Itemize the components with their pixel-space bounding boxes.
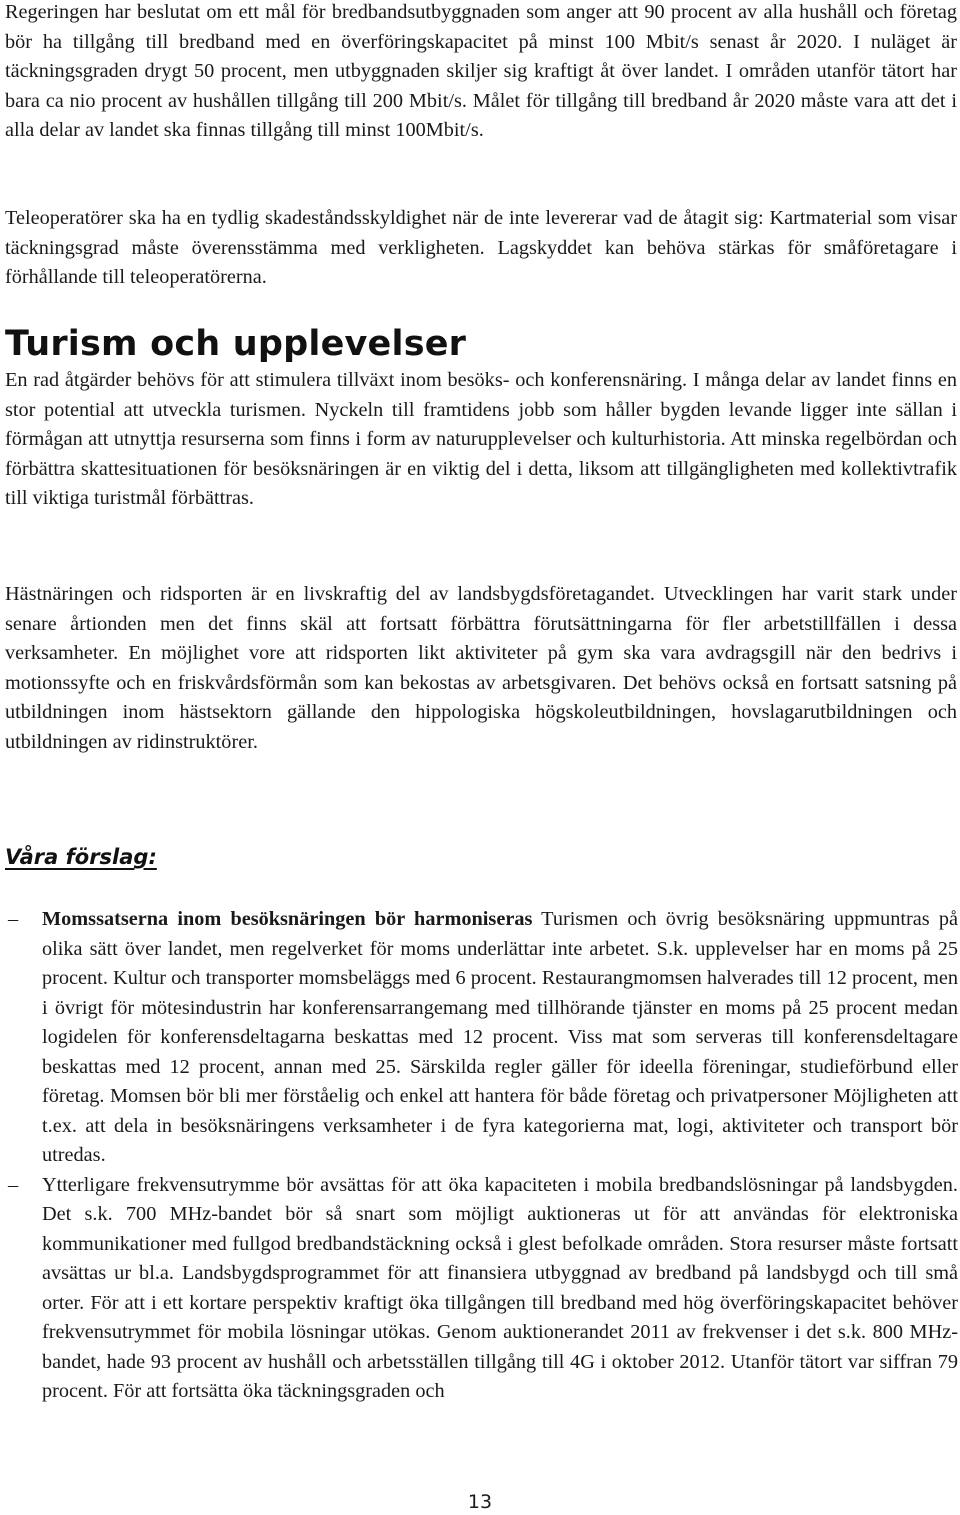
proposal-title: Momssatserna inom besöksnäringen bör harmoniseras — [42, 908, 533, 930]
paragraph-horse-industry: Hästnäringen och ridsporten är en livskraftig del av landsbygdsföretagandet. Utvecklingen har varit stark under senare årtionden men det finns skäl att fortsatt förbättra förutsättningarna för fler arbetstillfällen i dessa verksamheter. En möjlighet vore att ridsporten likt aktiviteter på gym ska vara avdragsgill när den bedrivs i motionssyfte och en friskvårdsförmån som kan bekostas av arbetsgivaren. Det behövs också en fortsatt satsning på utbildningen inom hästsektorn gällande den hippologiska högskoleutbildningen, hovslagarutbildningen och utbildningen av ridinstruktörer. — [5, 583, 957, 753]
section-heading-tourism: Turism och upplevelser — [5, 324, 467, 364]
dash-bullet-icon: – — [8, 1173, 19, 1196]
section-heading-proposals: Våra förslag: — [5, 845, 157, 869]
page-number: 13 — [467, 1491, 493, 1513]
paragraph-broadband-goal: Regeringen har beslutat om ett mål för bredbandsutbyggnaden som anger att 90 procent av alla hushåll och företag bör ha tillgång till bredband med en överföringskapacitet på minst 100 Mbit/s senast år 2020. I nuläget är täckningsgraden drygt 50 procent, men utbyggnaden skiljer sig kraftigt åt över landet. I områden utanför tätort har bara ca nio procent av hushållen tillgång till 200 Mbit/s. Målet för tillgång till bredband år 2020 måste vara att det i alla delar av landet ska finnas tillgång till minst 100Mbit/s. — [5, 1, 957, 141]
proposal-text: Turismen och övrig besöksnäring uppmuntras på olika sätt över landet, men regelverket för moms underlättar inte arbetet. S.k. upplevelser har en moms på 25 procent. Kultur och transporter momsbeläggs med 6 procent. Restaurangmomsen halverades till 12 procent, men i övrigt för mötesindustrin har konferensarrangemang med tillhörande tjänster en moms på 25 procent medan logidelen för konferensdeltagarna beskattas med 12 procent. Viss mat som serveras till konferensdeltagare beskattas med 12 procent, annan med 25. Särskilda regler gäller för ideella föreningar, studieförbund eller företag. Momsen bör bli mer förståelig och enkel att hantera för både företag och privatpersoner Möjligheten att t.ex. att dela in besöksnäringens verksamheter i de fyra kategorierna mat, logi, aktiviteter och transport bör utredas. — [42, 908, 958, 1166]
dash-bullet-icon: – — [8, 908, 19, 930]
paragraph-teleoperators: Teleoperatörer ska ha en tydlig skadeståndsskyldighet när de inte levererar vad de åtagit sig: Kartmaterial som visar täckningsgrad måste överensstämma med verkligheten. Lagskyddet kan behöva stärkas för småföretagare i förhållande till teleoperatörerna. — [5, 207, 957, 288]
paragraph-tourism: En rad åtgärder behövs för att stimulera tillväxt inom besöks- och konferensnäring. I många delar av landet finns en stor potential att utveckla turismen. Nyckeln till framtidens jobb som håller bygden levande ligger inte sällan i förmågan att utnyttja resurserna som finns i form av naturupplevelser och kulturhistoria. Att minska regelbördan och förbättra skattesituationen för besöksnäringen är en viktig del i detta, liksom att tillgängligheten med kollektivtrafik till viktiga turistmål förbättras. — [5, 369, 957, 509]
proposal-list — [0, 905, 958, 1407]
proposal-text: Ytterligare frekvensutrymme bör avsättas för att öka kapaciteten i mobila bredbandslösningar på landsbygden. Det s.k. 700 MHz-bandet bör så snart som möjligt auktioneras ut för att användas för elektroniska kommunikationer med fullgod bredbandstäckning också i glest befolkade områden. Stora resurser måste fortsatt avsättas ur bl.a. Landsbygdsprogrammet för att finansiera utbyggnad av bredband på landsbygd och till små orter. För att i ett kortare perspektiv kraftigt öka tillgången till bredband med hög överföringskapacitet behöver frekvensutrymmet för mobila lösningar utökas. Genom auktionerandet 2011 av frekvenser i det s.k. 800 MHz-bandet, hade 93 procent av hushåll och arbetsställen tillgång till 4G i oktober 2012. Utanför tätort var siffran 79 procent. För att fortsätta öka täckningsgraden och — [42, 1173, 958, 1402]
list-item — [0, 1171, 958, 1407]
list-item — [0, 905, 958, 1171]
